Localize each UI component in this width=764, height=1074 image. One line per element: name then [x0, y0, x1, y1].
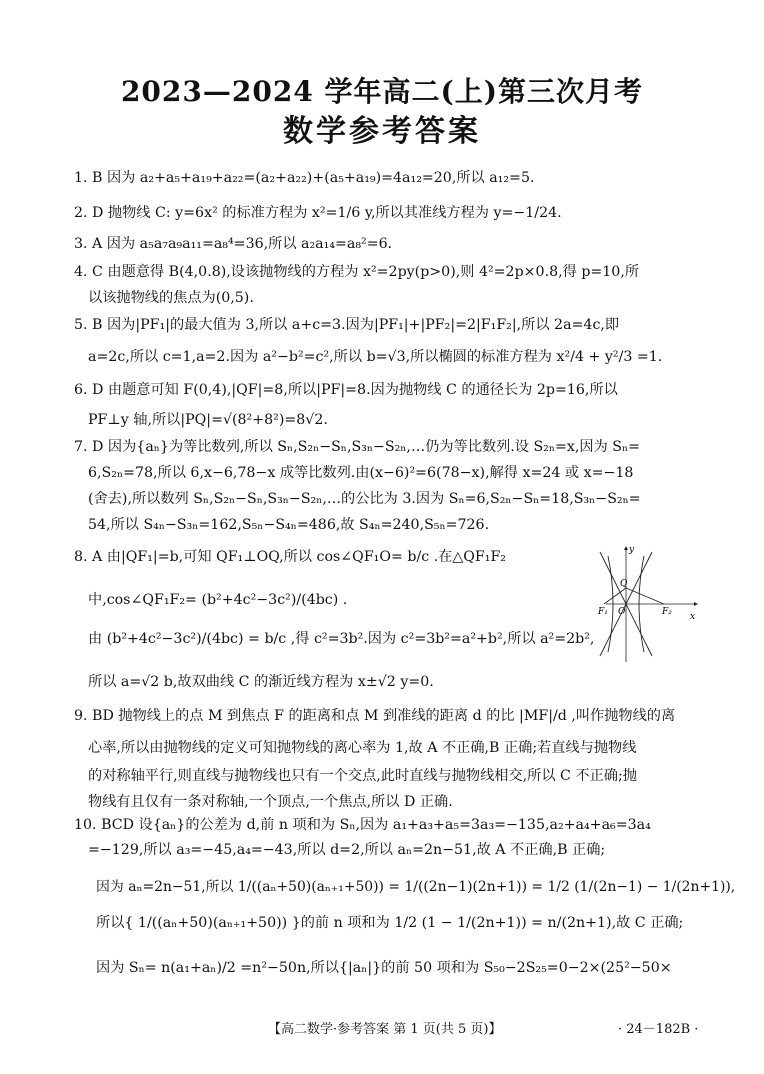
answer-line: 2. D 抛物线 C: y=6x² 的标准方程为 x²=1/6 y,所以其准线方程为 y=−1/24.: [74, 205, 562, 221]
answer-line: 54,所以 S₄ₙ−S₃ₙ=162,S₅ₙ−S₄ₙ=486,故 S₄ₙ=240,S₅ₙ=726.: [88, 517, 490, 533]
answer-line: 以该抛物线的焦点为(0,5).: [88, 290, 254, 306]
answer-line: 因为 aₙ=2n−51,所以 1/((aₙ+50)(aₙ₊₁+50)) = 1/((2n−1)(2n+1)) = 1/2 (1/(2n−1) − 1/(2n+1)),: [96, 879, 736, 895]
answer-line: 9. BD 抛物线上的点 M 到焦点 F 的距离和点 M 到准线的距离 d 的比 |MF|/d ,叫作抛物线的离: [74, 708, 676, 724]
answer-line: 3. A 因为 a₅a₇a₉a₁₁=a₈⁴=36,所以 a₂a₁₄=a₈²=6.: [74, 236, 393, 252]
label-x: x: [690, 612, 696, 622]
answer-line: 由 (b²+4c²−3c²)/(4bc) = b/c ,得 c²=3b².因为 c²=3b²=a²+b²,所以 a²=2b²,: [88, 631, 595, 647]
answer-line: 10. BCD 设{aₙ}的公差为 d,前 n 项和为 Sₙ,因为 a₁+a₃+a₅=3a₃=−135,a₂+a₄+a₆=3a₄: [74, 817, 651, 833]
hyperbola-figure: [596, 544, 700, 664]
answer-line: (舍去),所以数列 Sₙ,S₂ₙ−Sₙ,S₃ₙ−S₂ₙ,…的公比为 3.因为 Sₙ=6,S₂ₙ−Sₙ=18,S₃ₙ−S₂ₙ=: [88, 491, 641, 507]
footer-page-info: 【高二数学·参考答案 第 1 页(共 5 页)】: [268, 1022, 502, 1037]
answer-line: 心率,所以由抛物线的定义可知抛物线的离心率为 1,故 A 不正确,B 正确;若直线与抛物线: [88, 740, 637, 756]
answer-line: 的对称轴平行,则直线与抛物线也只有一个交点,此时直线与抛物线相交,所以 C 不正确;抛: [88, 768, 637, 784]
answer-line: 中,cos∠QF₁F₂= (b²+4c²−3c²)/(4bc) .: [88, 592, 348, 608]
answer-line: 所以 a=√2 b,故双曲线 C 的渐近线方程为 x±√2 y=0.: [88, 674, 434, 690]
answer-line: 6,S₂ₙ=78,所以 6,x−6,78−x 成等比数列.由(x−6)²=6(78−x),解得 x=24 或 x=−18: [88, 465, 634, 481]
segment-f1-q: [604, 588, 626, 604]
answer-line: 1. B 因为 a₂+a₅+a₁₉+a₂₂=(a₂+a₂₂)+(a₅+a₁₉)=4a₁₂=20,所以 a₁₂=5.: [74, 170, 535, 186]
answer-line: 所以{ 1/((aₙ+50)(aₙ₊₁+50)) }的前 n 项和为 1/2 (1 − 1/(2n+1)) = n/(2n+1),故 C 正确;: [96, 915, 684, 931]
page-title: 2023—2024 学年高二(上)第三次月考: [120, 75, 644, 108]
answer-line: =−129,所以 a₃=−45,a₄=−43,所以 d=2,所以 aₙ=2n−51,故 A 不正确,B 正确;: [88, 842, 606, 858]
y-axis-arrow: [624, 546, 628, 550]
answer-line: 5. B 因为|PF₁|的最大值为 3,所以 a+c=3.因为|PF₁|+|PF₂|=2|F₁F₂|,所以 2a=4c,即: [74, 317, 620, 333]
answer-line: 4. C 由题意得 B(4,0.8),设该抛物线的方程为 x²=2py(p>0),则 4²=2p×0.8,得 p=10,所: [74, 264, 640, 280]
label-f2: F₂: [662, 607, 672, 617]
answer-line: 物线有且仅有一条对称轴,一个顶点,一个焦点,所以 D 正确.: [88, 794, 453, 810]
answer-line: 7. D 因为{aₙ}为等比数列,所以 Sₙ,S₂ₙ−Sₙ,S₃ₙ−S₂ₙ,…仍为等比数列.设 S₂ₙ=x,因为 Sₙ=: [74, 439, 641, 455]
page-subtitle: 数学参考答案: [283, 114, 481, 149]
label-f1: F₁: [598, 607, 608, 617]
answer-line: 8. A 由|QF₁|=b,可知 QF₁⊥OQ,所以 cos∠QF₁O= b/c .在△QF₁F₂: [74, 549, 506, 565]
x-axis-arrow: [694, 602, 698, 606]
label-o: O: [618, 607, 626, 617]
label-y: y: [629, 545, 635, 555]
answer-line: PF⊥y 轴,所以|PQ|=√(8²+8²)=8√2.: [88, 412, 328, 428]
footer-code: · 24－182B ·: [618, 1022, 699, 1037]
answer-line: 因为 Sₙ= n(a₁+aₙ)/2 =n²−50n,所以{|aₙ|}的前 50 项和为 S₅₀−2S₂₅=0−2×(25²−50×: [96, 960, 672, 976]
answer-line: a=2c,所以 c=1,a=2.因为 a²−b²=c²,所以 b=√3,所以椭圆的标准方程为 x²/4 + y²/3 =1.: [88, 349, 663, 365]
segment-q-f2: [626, 588, 664, 604]
answer-line: 6. D 由题意可知 F(0,4),|QF|=8,所以|PF|=8.因为抛物线 C 的通径长为 2p=16,所以: [74, 382, 618, 398]
label-q: Q: [620, 579, 628, 589]
